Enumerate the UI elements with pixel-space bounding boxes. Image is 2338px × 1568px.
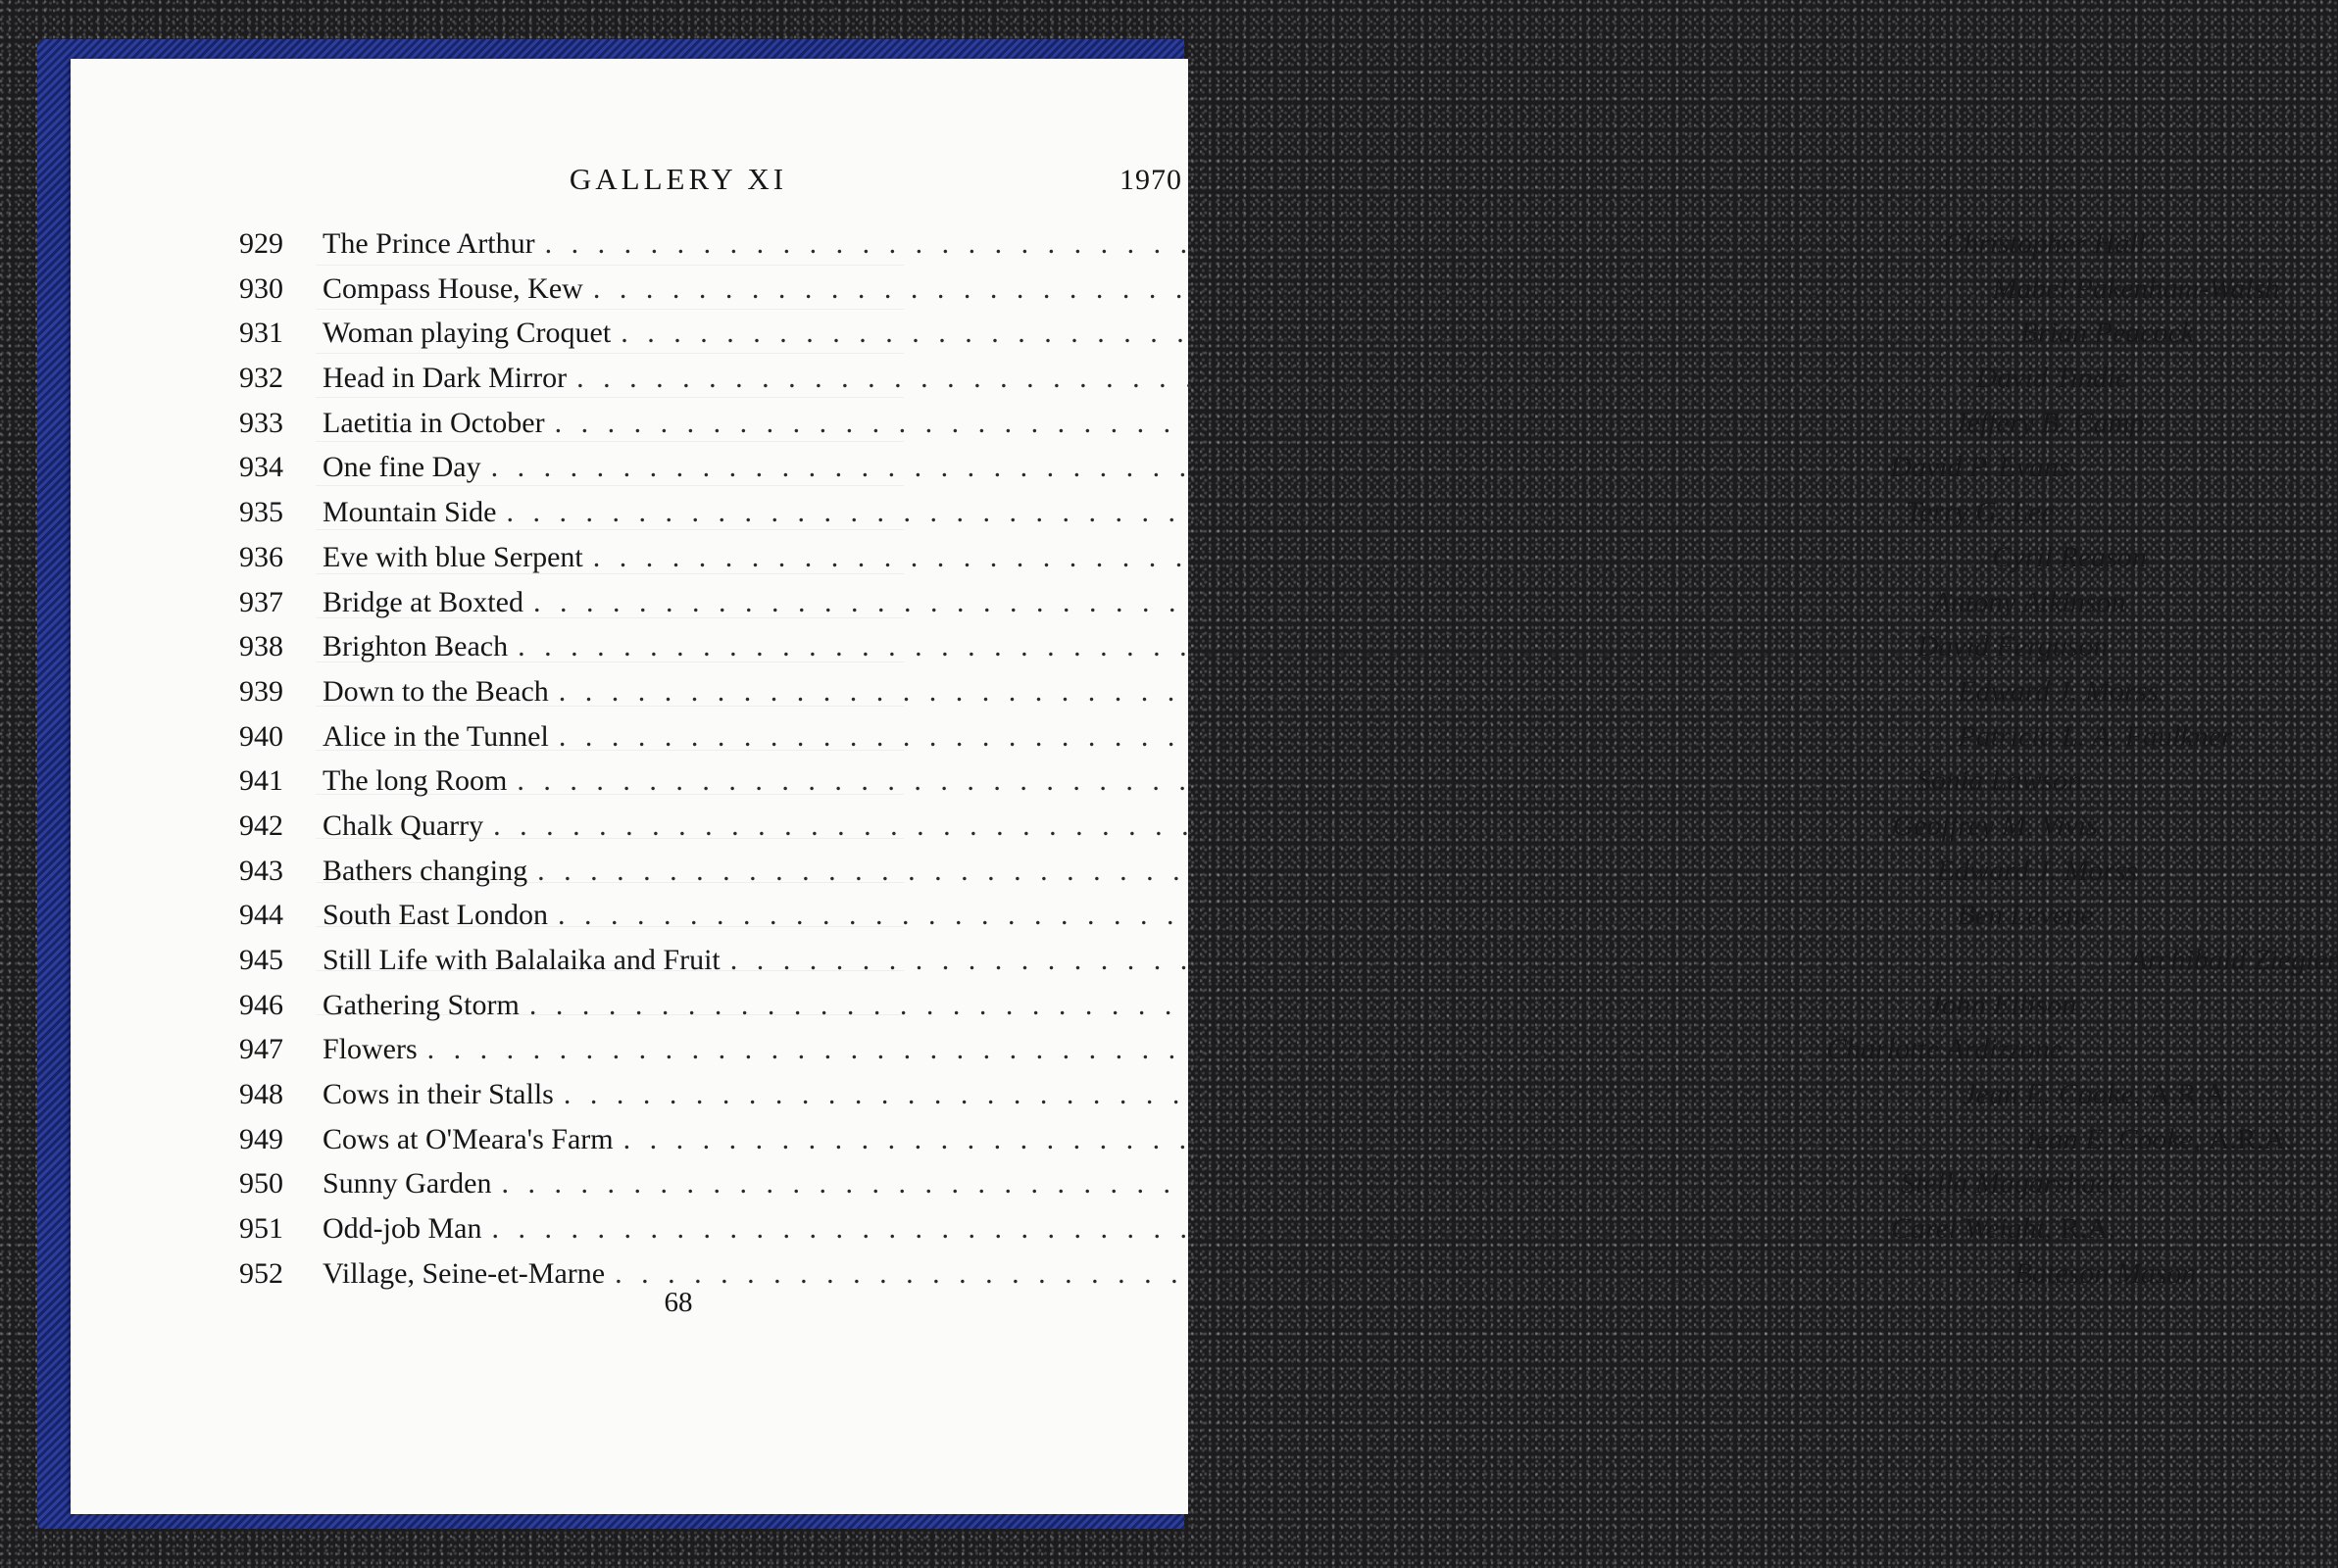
artist-name: Edward J. Morss xyxy=(1936,854,2138,887)
artist-name: Cyril Reason xyxy=(1992,540,2147,573)
entry-number: 947 xyxy=(239,1033,283,1066)
entry-line xyxy=(323,311,2195,356)
dot-leader xyxy=(523,580,1933,625)
dot-leader xyxy=(549,714,1959,760)
artwork-title: Bridge at Boxted xyxy=(323,585,523,618)
entry-number: 932 xyxy=(239,362,283,395)
artist-name: Bateson Mason xyxy=(2014,1256,2197,1290)
catalogue-entry xyxy=(71,1206,2116,1251)
entry-number: 929 xyxy=(239,227,283,260)
catalogue-entry xyxy=(71,490,2055,535)
catalogue-page xyxy=(71,59,2338,1514)
entry-line xyxy=(323,535,2147,580)
catalogue-entry xyxy=(71,669,2160,714)
catalogue-entry xyxy=(71,580,2126,625)
artwork-title: Compass House, Kew xyxy=(323,271,583,305)
entry-line xyxy=(323,1027,2064,1072)
artist-name: Archibald Ziegler xyxy=(2129,944,2338,976)
artwork-title: Laetitia in October xyxy=(323,406,545,439)
artist-name: Mabel Pakenham-Walsh xyxy=(1992,271,2280,305)
artwork-title: Cows in their Stalls xyxy=(323,1078,554,1111)
entry-line xyxy=(323,1251,2197,1297)
catalogue-entry xyxy=(71,804,2098,849)
entry-number: 939 xyxy=(239,674,283,708)
catalogue-entry xyxy=(71,714,2233,760)
artwork-title: The long Room xyxy=(323,764,508,798)
entry-line xyxy=(323,401,2145,446)
dot-leader xyxy=(481,445,1891,490)
catalogue-entry xyxy=(71,267,2280,312)
artwork-title: Sunny Garden xyxy=(323,1167,492,1200)
artist-honour: A.R.A. xyxy=(2208,1122,2293,1155)
catalogue-entry xyxy=(71,401,2145,446)
catalogue-entry xyxy=(71,759,2083,804)
entry-line xyxy=(323,490,2055,535)
entry-number: 931 xyxy=(239,317,283,350)
artwork-title: Flowers xyxy=(323,1033,418,1066)
artist-name: Geoffrey M. Vivis xyxy=(1892,808,2098,842)
dot-leader xyxy=(554,1072,1964,1117)
page-number: 68 xyxy=(664,1287,693,1318)
entry-number: 933 xyxy=(239,406,283,439)
dot-leader xyxy=(605,1251,2015,1297)
dot-leader xyxy=(721,938,2130,983)
artwork-title: Chalk Quarry xyxy=(323,808,484,842)
entry-line xyxy=(323,804,2098,849)
artist-name: Carel Weight, xyxy=(1890,1212,2053,1246)
artist-honour: A.R.A. xyxy=(2148,1078,2233,1111)
catalogue-entry xyxy=(71,938,2338,983)
dot-leader xyxy=(481,1206,1891,1251)
entry-number: 938 xyxy=(239,630,283,663)
artist-name: Antony Atkinson xyxy=(1932,585,2126,618)
artwork-title: South East London xyxy=(323,899,548,932)
catalogue-entry xyxy=(71,1027,2064,1072)
artist-name: Sonia Lawson xyxy=(1915,764,2083,798)
artwork-title: Eve with blue Serpent xyxy=(323,540,583,573)
entry-number: 944 xyxy=(239,899,283,932)
artist-name: Jean E. Cooke, xyxy=(1963,1078,2141,1111)
artist-honour: R.A. xyxy=(2060,1212,2116,1246)
dot-leader xyxy=(583,267,1993,312)
entry-number: 941 xyxy=(239,764,283,798)
entry-number: 943 xyxy=(239,854,283,887)
entry-line xyxy=(323,759,2083,804)
artwork-title: Odd-job Man xyxy=(323,1212,482,1246)
entry-line xyxy=(323,1161,2122,1206)
entry-line xyxy=(323,849,2138,894)
entry-number: 945 xyxy=(239,944,283,976)
entry-number: 949 xyxy=(239,1122,283,1155)
entry-number: 936 xyxy=(239,540,283,573)
artist-name: Christopher Hall xyxy=(1944,227,2146,260)
dot-leader xyxy=(508,624,1917,669)
entry-number: 940 xyxy=(239,719,283,753)
artist-name: Brian Peacock xyxy=(2019,317,2195,350)
dot-leader xyxy=(548,893,1958,938)
entry-number: 930 xyxy=(239,271,283,305)
entry-number: 951 xyxy=(239,1212,283,1246)
artist-name: David Tindle xyxy=(1975,362,2129,395)
artist-name: Patricia L. A. Faulkner xyxy=(1958,719,2233,753)
catalogue-entry xyxy=(71,445,2070,490)
artwork-title: Brighton Beach xyxy=(323,630,509,663)
entry-line xyxy=(323,445,2070,490)
catalogue-entry xyxy=(71,356,2129,401)
dot-leader xyxy=(549,669,1959,714)
entry-line xyxy=(323,267,2280,312)
catalogue-entry xyxy=(71,535,2147,580)
running-head xyxy=(71,162,1188,201)
artist-name: Charlotte Ardizzone xyxy=(1826,1033,2064,1066)
catalogue-entry xyxy=(71,1072,2233,1117)
entry-line xyxy=(323,356,2129,401)
artwork-title: Head in Dark Mirror xyxy=(323,362,568,395)
entry-line xyxy=(323,669,2160,714)
artist-name: Ben Levene xyxy=(1957,899,2094,932)
entry-number: 950 xyxy=(239,1167,283,1200)
entry-line xyxy=(323,580,2126,625)
artist-name: John Ellison xyxy=(1928,988,2077,1021)
artist-name: Edward J. Morss xyxy=(1958,674,2160,708)
dot-leader xyxy=(567,356,1976,401)
artist-name: Terry G. Lee xyxy=(1906,496,2055,529)
dot-leader xyxy=(614,1117,2023,1162)
entry-number: 946 xyxy=(239,988,283,1021)
artwork-title: Village, Seine-et-Marne xyxy=(323,1256,606,1290)
dot-leader xyxy=(545,401,1955,446)
artwork-title: Gathering Storm xyxy=(323,988,520,1021)
dot-leader xyxy=(497,490,1907,535)
dot-leader xyxy=(418,1027,1827,1072)
catalogue-entry xyxy=(71,624,2109,669)
artwork-title: Bathers changing xyxy=(323,854,528,887)
artist-name: Stella Magarshack xyxy=(1900,1167,2122,1200)
artwork-title: One fine Day xyxy=(323,451,481,484)
dot-leader xyxy=(520,983,1929,1028)
artwork-title: Down to the Beach xyxy=(323,674,549,708)
entry-number: 948 xyxy=(239,1078,283,1111)
artwork-title: Cows at O'Meara's Farm xyxy=(323,1122,614,1155)
catalogue-entry xyxy=(71,849,2138,894)
artist-name: Jeffery B. Camp xyxy=(1954,406,2145,439)
entry-line xyxy=(323,714,2233,760)
entry-number: 934 xyxy=(239,451,283,484)
dot-leader xyxy=(535,221,1945,267)
entry-number: 952 xyxy=(239,1256,283,1290)
entry-line xyxy=(323,221,2146,267)
catalogue-entry-list xyxy=(71,221,2338,1297)
entry-line xyxy=(323,1206,2116,1251)
artist-name: David P. Evans xyxy=(1890,451,2070,484)
dot-leader xyxy=(583,535,1993,580)
catalogue-entry xyxy=(71,1117,2293,1162)
catalogue-entry xyxy=(71,1161,2122,1206)
entry-line xyxy=(323,893,2094,938)
artwork-title: The Prince Arthur xyxy=(323,227,535,260)
gallery-title: GALLERY XI xyxy=(569,162,788,196)
entry-number: 937 xyxy=(239,585,283,618)
dot-leader xyxy=(507,759,1916,804)
artist-name: Jean E. Cooke, xyxy=(2022,1122,2201,1155)
catalogue-entry xyxy=(71,221,2146,267)
entry-line xyxy=(323,983,2077,1028)
exhibition-year: 1970 xyxy=(1119,164,1182,196)
entry-line xyxy=(323,1117,2293,1162)
artwork-title: Mountain Side xyxy=(323,496,497,529)
artist-name: David Ferguson xyxy=(1916,630,2109,663)
dot-leader xyxy=(611,311,2020,356)
artwork-title: Still Life with Balalaika and Fruit xyxy=(323,944,721,976)
entry-line xyxy=(323,938,2338,983)
artwork-title: Alice in the Tunnel xyxy=(323,719,549,753)
entry-number: 935 xyxy=(239,496,283,529)
catalogue-entry xyxy=(71,983,2077,1028)
entry-line xyxy=(323,1072,2233,1117)
dot-leader xyxy=(527,849,1937,894)
dot-leader xyxy=(483,804,1893,849)
dot-leader xyxy=(491,1161,1901,1206)
entry-line xyxy=(323,624,2109,669)
artwork-title: Woman playing Croquet xyxy=(323,317,612,350)
catalogue-entry xyxy=(71,311,2195,356)
catalogue-entry xyxy=(71,893,2094,938)
entry-number: 942 xyxy=(239,808,283,842)
